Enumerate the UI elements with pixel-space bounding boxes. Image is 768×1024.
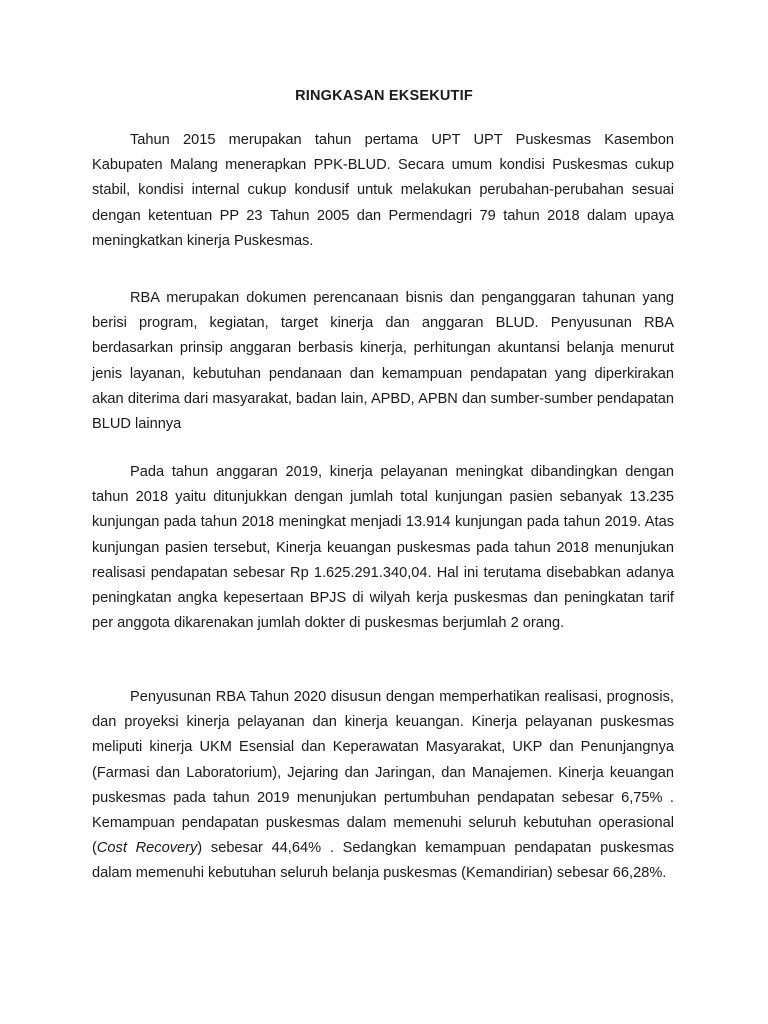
paragraph-1 [92, 128, 674, 254]
paragraph-2-text: RBA merupakan dokumen perencanaan bisnis dan penganggaran tahunan yang berisi program, kegiatan, target kinerja dan anggaran BLUD. Penyusunan RBA berdasarkan prinsip anggaran berbasis kinerja, perhitungan akuntansi belanja menurut jenis layanan, kebutuhan pendanaan dan kemampuan pendapatan yang diperkirakan akan diterima dari masyarakat, badan lain, APBD, APBN dan sumber-sumber pendapatan BLUD lainnya [92, 290, 674, 433]
paragraph-4 [92, 685, 674, 887]
paragraph-2 [92, 286, 674, 437]
paragraph-3 [92, 460, 674, 636]
paragraph-4-text-before: Penyusunan RBA Tahun 2020 disusun dengan memperhatikan realisasi, prognosis, dan proyeksi kinerja pelayanan dan kinerja keuangan. Kinerja pelayanan puskesmas meliputi kinerja UKM Esensial dan Keperawatan Masyarakat, UKP dan Penunjangnya (Farmasi dan Laboratorium), Jejaring dan Jaringan, dan Manajemen. Kinerja keuangan puskesmas pada tahun 2019 menunjukan pertumbuhan pendapatan sebesar 6,75% . Kemampuan pendapatan puskesmas dalam memenuhi seluruh kebutuhan operasional ( [92, 689, 674, 857]
paragraph-4-italic-term: Cost Recovery [96, 840, 198, 857]
paragraph-4-text-after: ) sebesar 44,64% . Sedangkan kemampuan pendapatan puskesmas dalam memenuhi kebutuhan seluruh belanja puskesmas (Kemandirian) sebesar 66,28%. [92, 840, 674, 882]
paragraph-3-text: Pada tahun anggaran 2019, kinerja pelayanan meningkat dibandingkan dengan tahun 2018 yaitu ditunjukkan dengan jumlah total kunjungan pasien sebanyak 13.235 kunjungan pada tahun 2018 meningkat menjadi 13.914 kunjungan pada tahun 2019. Atas kunjungan pasien tersebut, Kinerja keuangan puskesmas pada tahun 2018 menunjukan realisasi pendapatan sebesar Rp 1.625.291.340,04. Hal ini terutama disebabkan adanya peningkatan angka kepesertaan BPJS di wilyah kerja puskesmas dan peningkatan tarif per anggota dikarenakan jumlah dokter di puskesmas berjumlah 2 orang. [92, 464, 674, 632]
document-title: RINGKASAN EKSEKUTIF [295, 88, 473, 104]
paragraph-1-text: Tahun 2015 merupakan tahun pertama UPT UPT Puskesmas Kasembon Kabupaten Malang menerapkan PPK-BLUD. Secara umum kondisi Puskesmas cukup stabil, kondisi internal cukup kondusif untuk melakukan perubahan-perubahan sesuai dengan ketentuan PP 23 Tahun 2005 dan Permendagri 79 tahun 2018 dalam upaya meningkatkan kinerja Puskesmas. [92, 132, 674, 249]
